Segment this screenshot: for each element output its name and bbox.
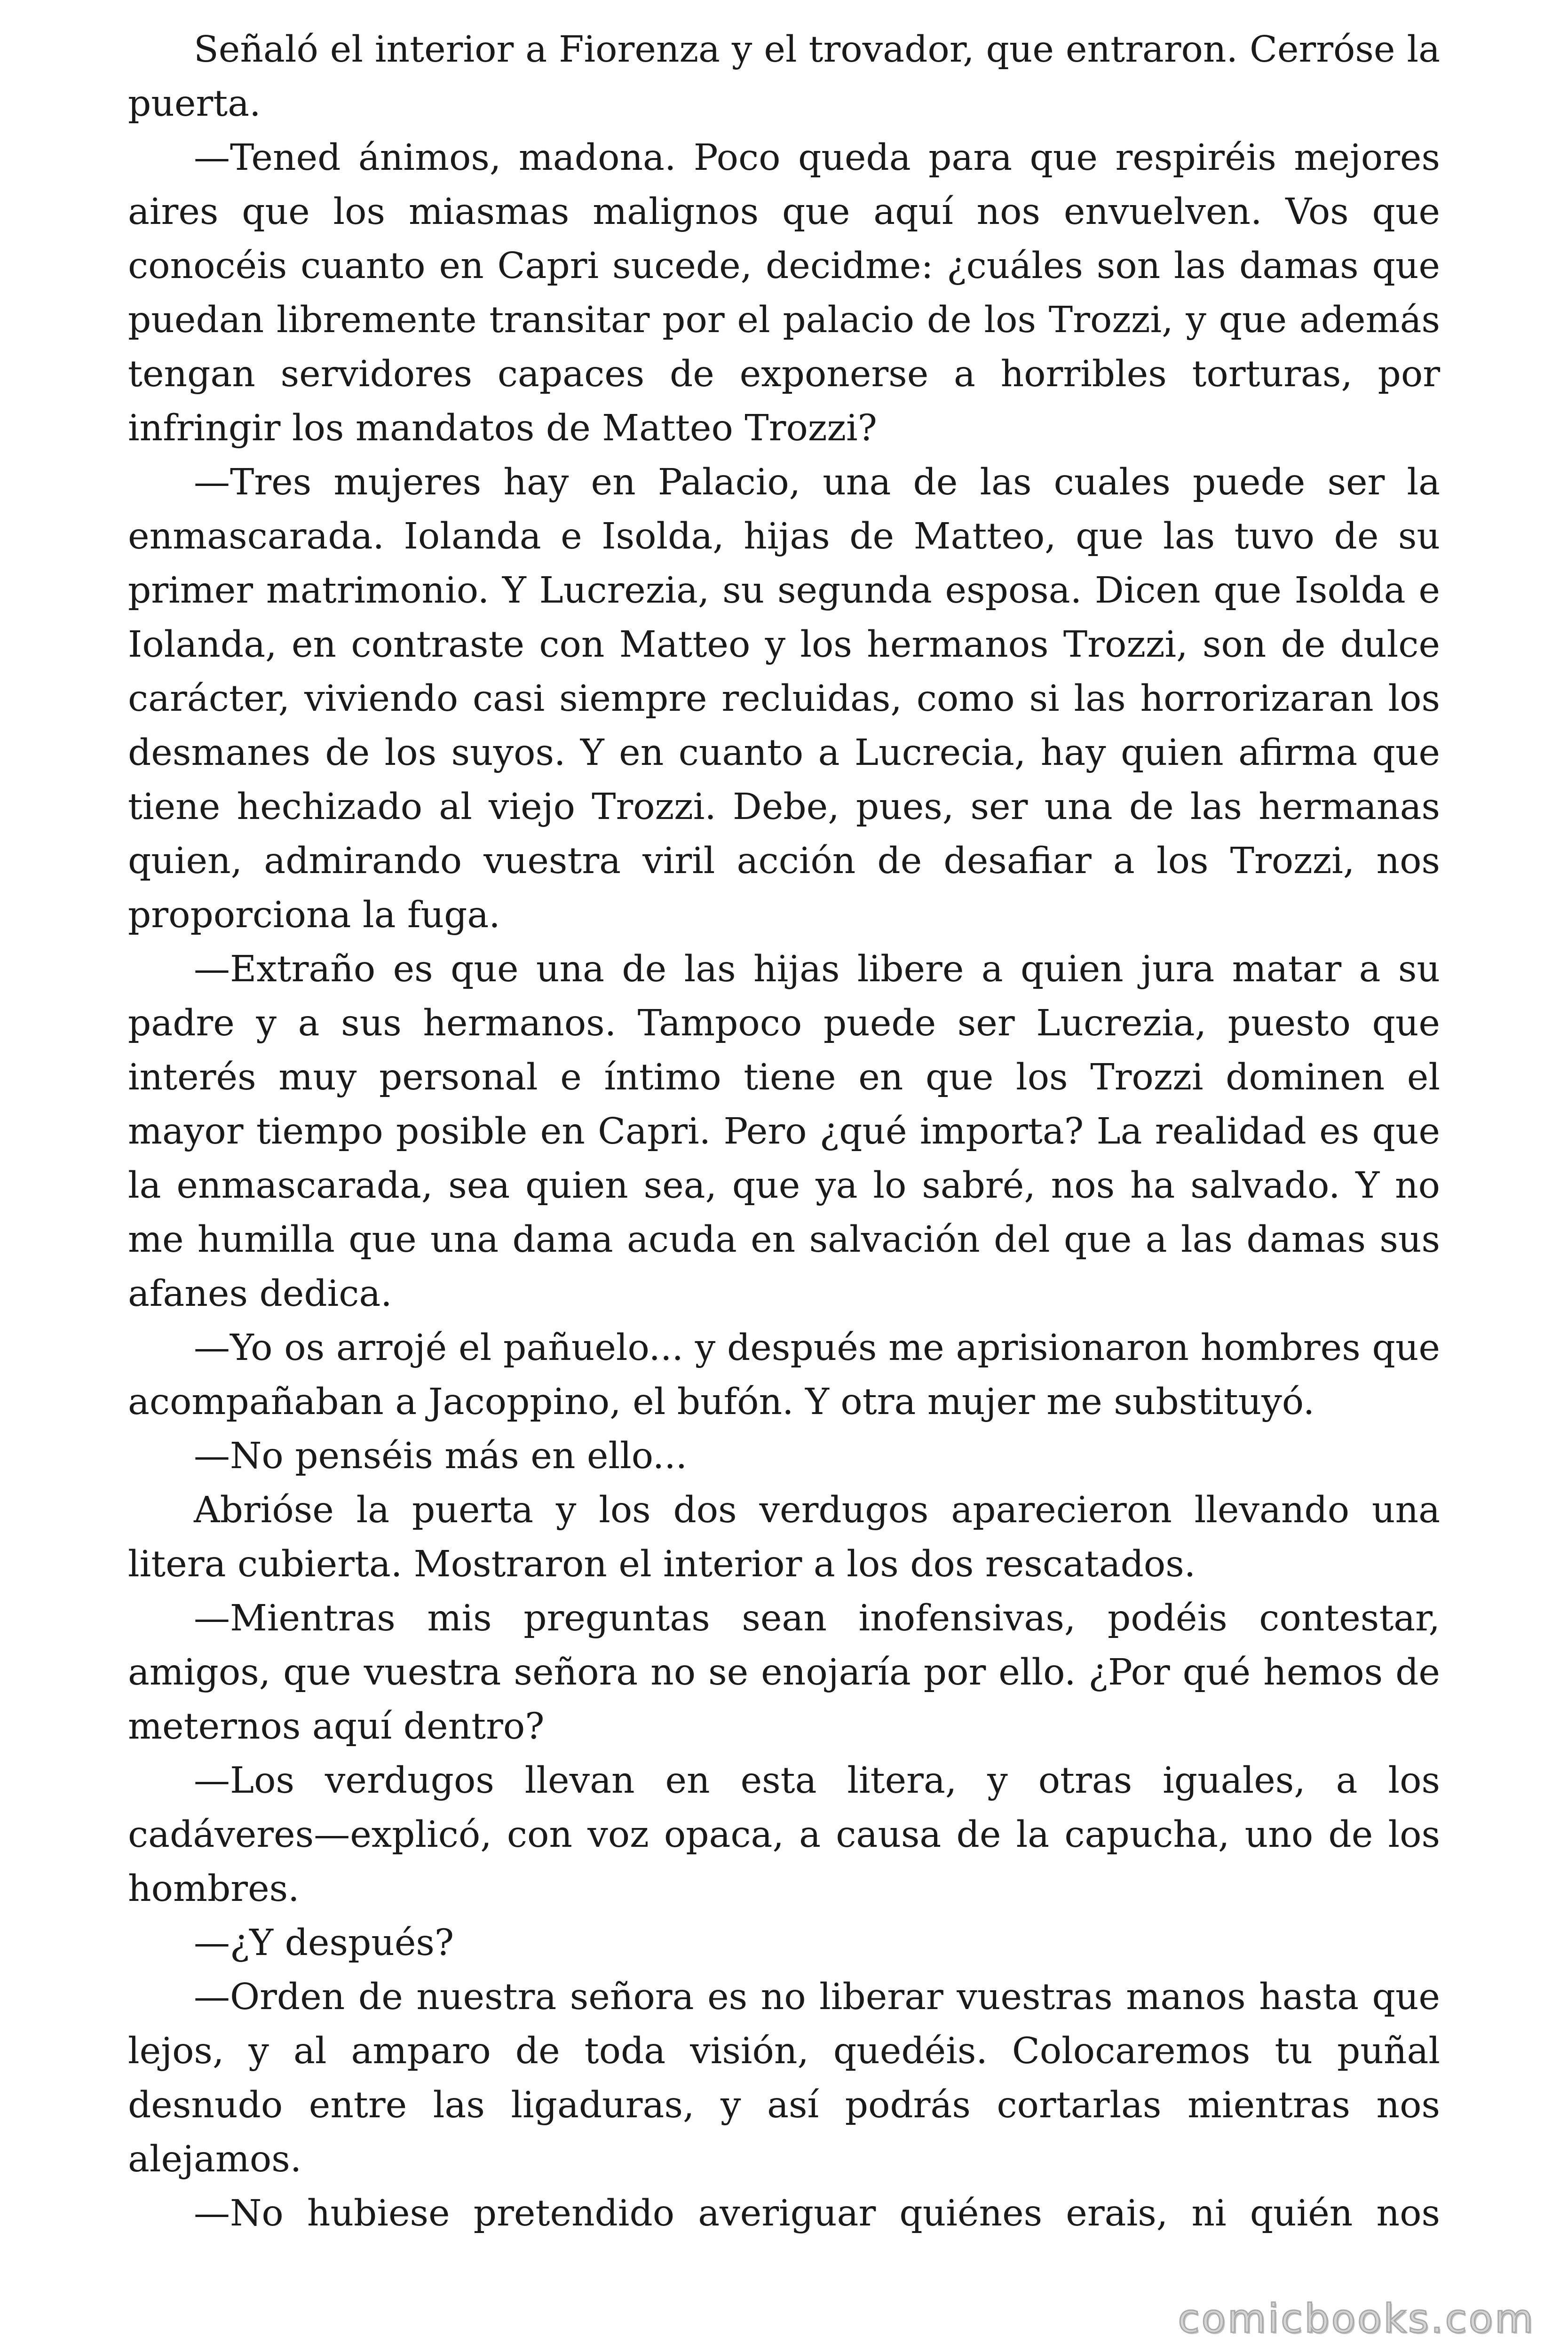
paragraph-last-line: —No hubiese pretendido averiguar quiénes erais, ni quién nos xyxy=(194,2193,1440,2234)
paragraph: —¿Y después? xyxy=(194,1922,454,1964)
watermark: comicbooks.com xyxy=(1178,2296,1535,2342)
paragraph: —Tres mujeres hay en Palacio, una de las cuales puede ser la enmascarada. Iolanda e Isolda, hijas de Matteo, que las tuvo de su primer matrimonio. Y Lucrezia, su segunda esposa. Dicen que Isolda e Iolanda, en contraste con Matteo y los hermanos Trozzi, son de dulce carácter, viviendo casi siempre recluidas, como si las horrorizaran los desmanes de los suyos. Y en cuanto a Lucrecia, hay quien afirma que tiene hechizado al viejo Trozzi. Debe, pues, ser una de las hermanas quien, admirando vuestra viril acción de desafiar a los Trozzi, nos proporciona la fuga. xyxy=(128,461,1440,936)
page-text xyxy=(128,23,1440,2241)
paragraph: —Extraño es que una de las hijas libere a quien jura matar a su padre y a sus hermanos. Tampoco puede ser Lucrezia, puesto que interés muy personal e íntimo tiene en que los Trozzi dominen el mayor tiempo posible en Capri. Pero ¿qué importa? La realidad es que la enmascarada, sea quien sea, que ya lo sabré, nos ha salvado. Y no me humilla que una dama acuda en salvación del que a las damas sus afanes dedica. xyxy=(128,948,1440,1315)
paragraph: Señaló el interior a Fiorenza y el trovador, que entraron. Cerróse la puerta. xyxy=(128,29,1440,125)
paragraph: —Orden de nuestra señora es no liberar vuestras manos hasta que lejos, y al amparo de toda visión, quedéis. Colocaremos tu puñal desnudo entre las ligaduras, y así podrás cortarlas mientras nos alejamos. xyxy=(128,1976,1440,2180)
paragraph: —Yo os arrojé el pañuelo... y después me aprisionaron hombres que acompañaban a Jacoppino, el bufón. Y otra mujer me substituyó. xyxy=(128,1327,1440,1423)
paragraph: —No penséis más en ello... xyxy=(194,1435,688,1477)
paragraph: —Mientras mis preguntas sean inofensivas, podéis contestar, amigos, que vuestra señora no se enojaría por ello. ¿Por qué hemos de meternos aquí dentro? xyxy=(128,1597,1440,1748)
paragraph: —Los verdugos llevan en esta litera, y otras iguales, a los cadáveres—explicó, con voz opaca, a causa de la capucha, uno de los hombres. xyxy=(128,1760,1440,1910)
paragraph: —Tened ánimos, madona. Poco queda para que respiréis mejores aires que los miasmas malignos que aquí nos envuelven. Vos que conocéis cuanto en Capri sucede, decidme: ¿cuáles son las damas que puedan libremente transitar por el palacio de los Trozzi, y que además tengan servidores capaces de exponerse a horribles torturas, por infringir los mandatos de Matteo Trozzi? xyxy=(128,137,1440,449)
paragraph: Abrióse la puerta y los dos verdugos aparecieron llevando una litera cubierta. Mostraron el interior a los dos rescatados. xyxy=(128,1489,1440,1585)
